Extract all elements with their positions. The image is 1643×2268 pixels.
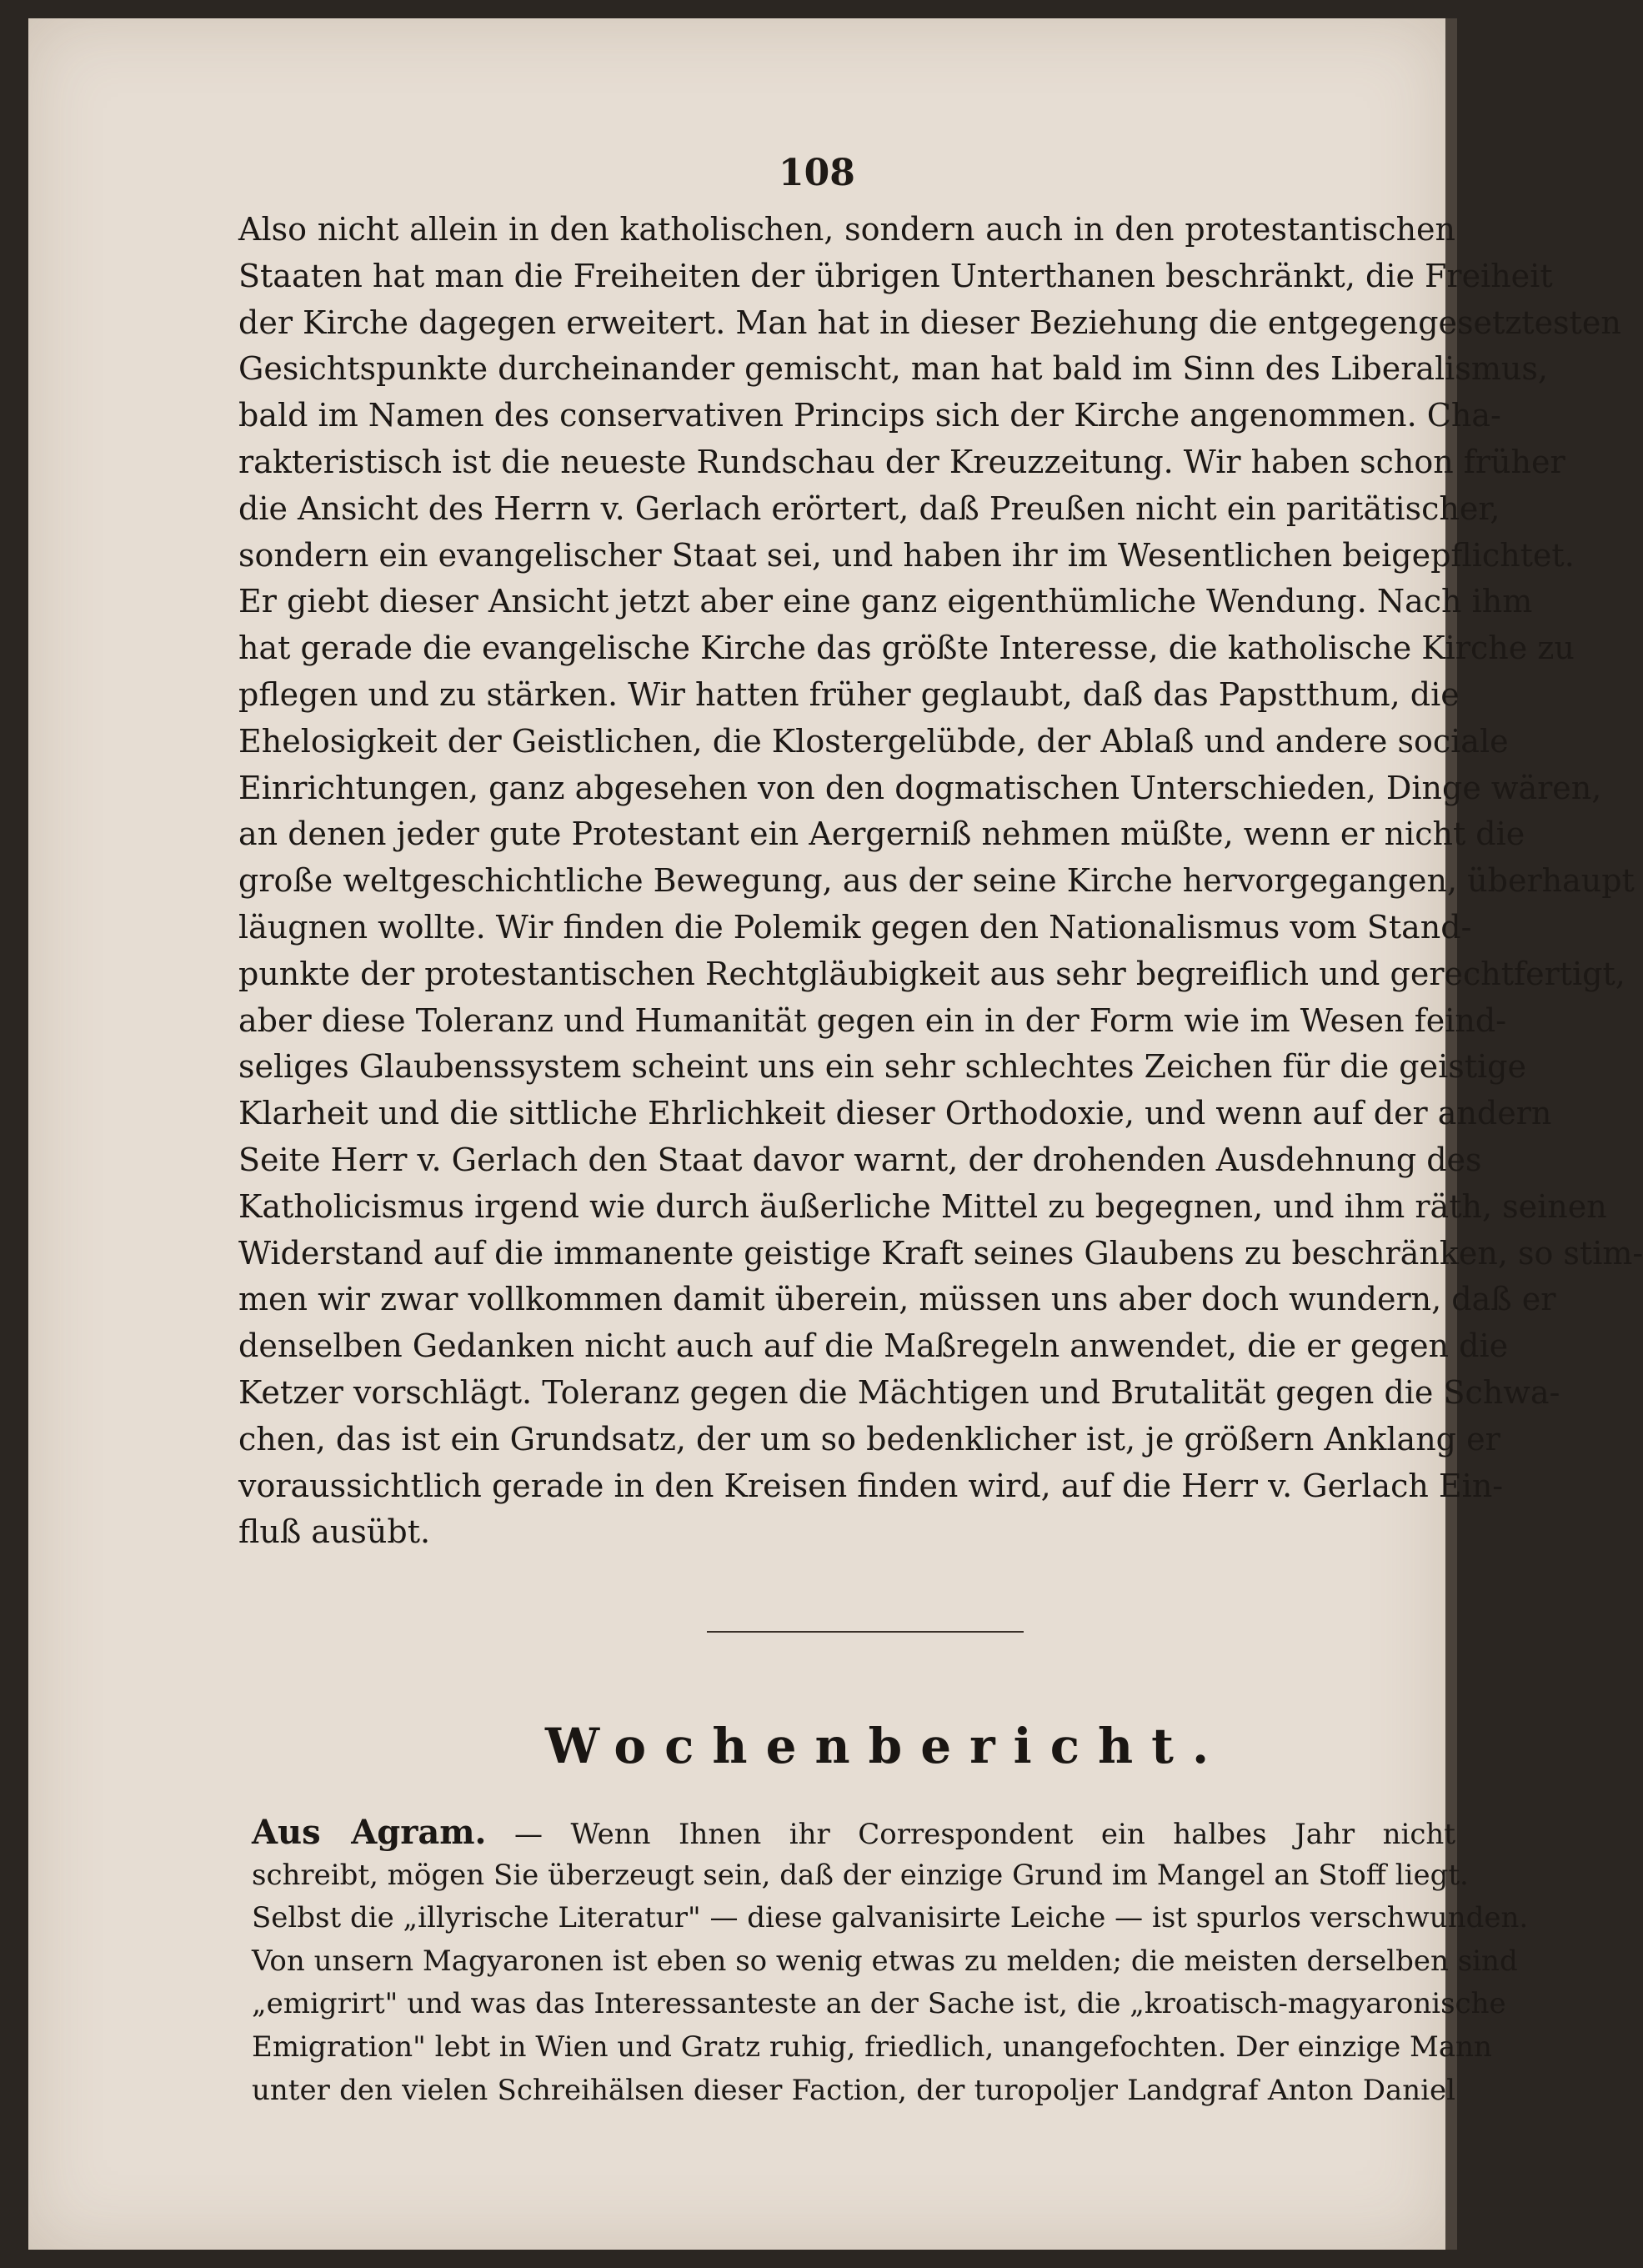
text-line: der Kirche dagegen erweitert. Man hat in dieser Beziehung die entgegengesetztesten [238, 304, 1621, 341]
text-line: Ehelosigkeit der Geistlichen, die Klostergelübde, der Ablaß und andere sociale [238, 722, 1509, 760]
text-line: unter den vielen Schreihälsen dieser Faction, der turopoljer Landgraf Anton Daniel [252, 2073, 1455, 2107]
text-line: punkte der protestantischen Rechtgläubigkeit aus sehr begreiflich und gerechtfertigt, [238, 955, 1625, 992]
text-line: sondern ein evangelischer Staat sei, und haben ihr im Wesentlichen beigepflichtet. [238, 536, 1575, 574]
text-line: an denen jeder gute Protestant ein Aergerniß nehmen müßte, wenn er nicht die [238, 815, 1525, 853]
report-first-line-text: — Wenn Ihnen ihr Correspondent ein halbes Jahr nicht [486, 1818, 1455, 1851]
text-line: Emigration" lebt in Wien und Gratz ruhig, friedlich, unangefochten. Der einzige Mann [252, 2030, 1492, 2064]
text-line: aber diese Toleranz und Humanität gegen ein in der Form wie im Wesen feind- [238, 1001, 1507, 1039]
text-line: läugnen wollte. Wir finden die Polemik gegen den Nationalismus vom Stand- [238, 908, 1472, 946]
text-line: Widerstand auf die immanente geistige Kraft seines Glaubens zu beschränken, so stim- [238, 1234, 1643, 1272]
text-line: Staaten hat man die Freiheiten der übrigen Unterthanen beschränkt, die Freiheit [238, 257, 1553, 294]
text-line: bald im Namen des conservativen Princips sich der Kirche angenommen. Cha- [238, 397, 1501, 434]
report-paragraph [252, 1811, 1529, 2112]
text-line: chen, das ist ein Grundsatz, der um so bedenklicher ist, je größern Anklang er [238, 1420, 1500, 1458]
text-line: Von unsern Magyaronen ist eben so wenig etwas zu melden; die meisten derselben sind [252, 1944, 1518, 1978]
text-line: Seite Herr v. Gerlach den Staat davor warnt, der drohenden Ausdehnung des [238, 1141, 1482, 1178]
text-line: hat gerade die evangelische Kirche das größte Interesse, die katholische Kirche zu [238, 630, 1575, 667]
main-paragraph [238, 207, 1643, 1556]
text-line: denselben Gedanken nicht auch auf die Maßregeln anwendet, die er gegen die [238, 1327, 1509, 1365]
text-line: Klarheit und die sittliche Ehrlichkeit dieser Orthodoxie, und wenn auf der andern [238, 1095, 1552, 1132]
text-line: die Ansicht des Herrn v. Gerlach erörtert, daß Preußen nicht ein paritätischer, [238, 489, 1500, 527]
text-line: Selbst die „illyrische Literatur" — diese galvanisirte Leiche — ist spurlos verschwunden. [252, 1901, 1529, 1935]
text-line: rakteristisch ist die neueste Rundschau der Kreuzzeitung. Wir haben schon früher [238, 443, 1565, 480]
text-line: voraussichtlich gerade in den Kreisen finden wird, auf die Herr v. Gerlach Ein- [238, 1467, 1504, 1504]
text-line: seliges Glaubenssystem scheint uns ein sehr schlechtes Zeichen für die geistige [238, 1048, 1526, 1086]
text-line: große weltgeschichtliche Bewegung, aus der seine Kirche hervorgegangen, überhaupt [238, 862, 1635, 900]
text-line: Katholicismus irgend wie durch äußerliche Mittel zu begegnen, und ihm räth, seinen [238, 1187, 1607, 1225]
book-page [28, 18, 1643, 2250]
report-lead: Aus Agram. [252, 1813, 487, 1852]
section-title: Wochenbericht. [545, 1718, 1228, 1774]
text-line: Einrichtungen, ganz abgesehen von den dogmatischen Unterschieden, Dinge wären, [238, 769, 1602, 806]
text-line: „emigrirt" und was das Interessanteste an der Sache ist, die „kroatisch-magyaronische [252, 1987, 1506, 2021]
text-line: Also nicht allein in den katholischen, sondern auch in den protestantischen [238, 211, 1455, 248]
text-line: Ketzer vorschlägt. Toleranz gegen die Mächtigen und Brutalität gegen die Schwa- [238, 1373, 1560, 1411]
page-number: 108 [779, 152, 855, 194]
text-line: Gesichtspunkte durcheinander gemischt, man hat bald im Sinn des Liberalismus, [238, 350, 1548, 388]
text-line: men wir zwar vollkommen damit überein, müssen uns aber doch wundern, daß er [238, 1281, 1556, 1318]
section-divider [707, 1631, 1024, 1633]
text-line: Er giebt dieser Ansicht jetzt aber eine ganz eigenthümliche Wendung. Nach ihm [238, 583, 1533, 620]
text-line: pflegen und zu stärken. Wir hatten früher geglaubt, daß das Papstthum, die [238, 675, 1460, 713]
text-line: fluß ausübt. [238, 1513, 431, 1551]
text-line [252, 1811, 1455, 1854]
text-line: schreibt, mögen Sie überzeugt sein, daß der einzige Grund im Mangel an Stoff liegt. [252, 1858, 1469, 1892]
